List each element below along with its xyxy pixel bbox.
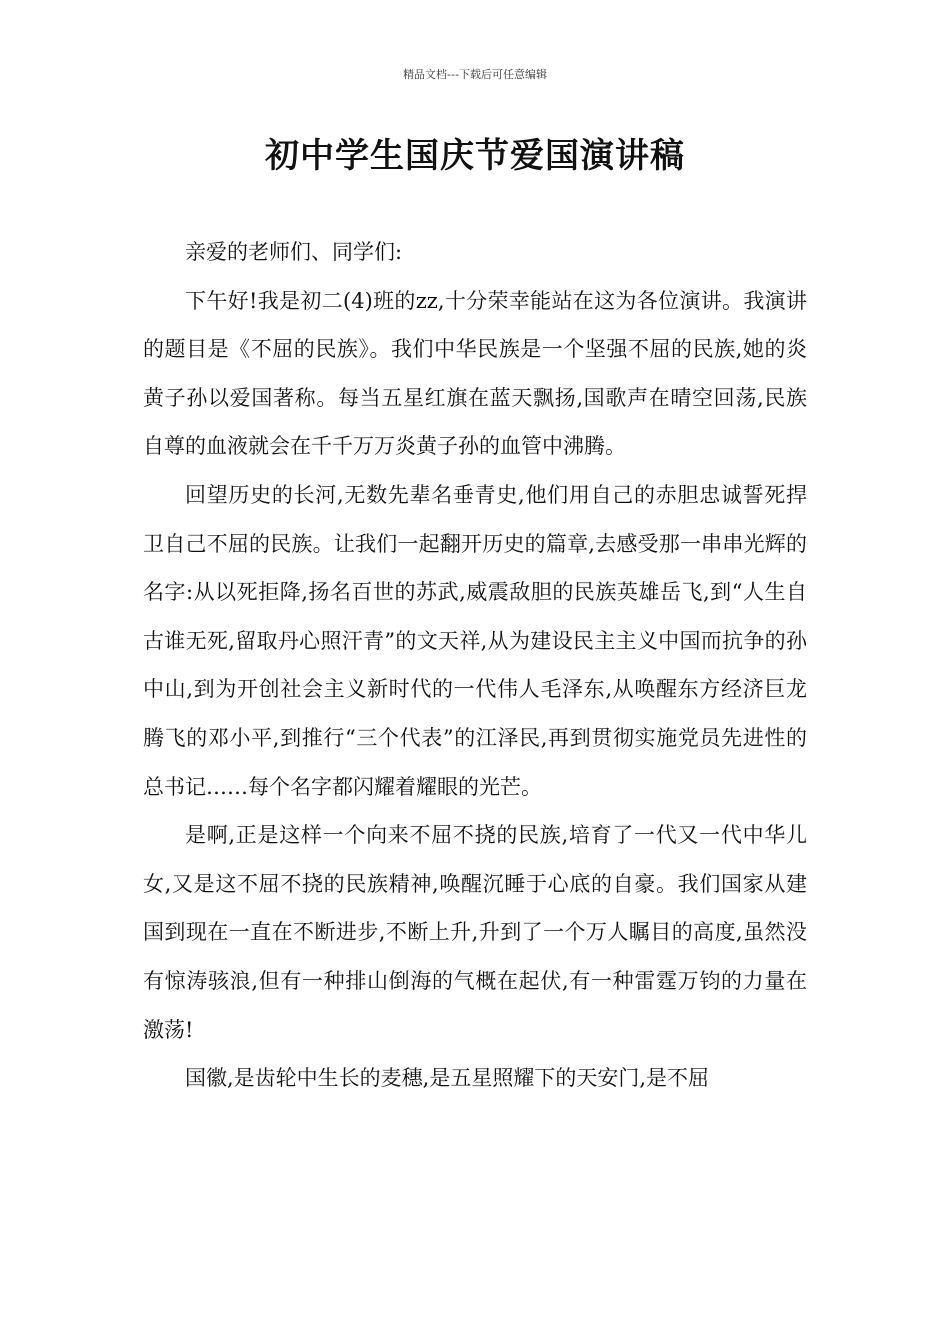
paragraph: 下午好!我是初二(4)班的zz,十分荣幸能站在这为各位演讲。我演讲的题目是《不屈的民族》。我们中华民族是一个坚强不屈的民族,她的炎黄子孙以爱国著称。每当五星红旗在蓝天飘扬,国歌声在晴空回荡,民族自尊的血液就会在千千万万炎黄子孙的血管中沸腾。 xyxy=(143,288,807,459)
paragraph-greeting: 亲爱的老师们、同学们: xyxy=(185,240,403,264)
document-body xyxy=(143,228,807,1103)
header-note: 精品文档---下载后可任意编辑 xyxy=(403,68,547,81)
paragraph: 国徽,是齿轮中生长的麦穗,是五星照耀下的天安门,是不屈 xyxy=(185,1066,710,1091)
document-title: 初中学生国庆节爱国演讲稿 xyxy=(265,136,685,176)
paragraph: 回望历史的长河,无数先辈名垂青史,他们用自己的赤胆忠诚誓死捍卫自己不屈的民族。让我们一起翻开历史的篇章,去感受那一串串光辉的名字:从以死拒降,扬名百世的苏武,威震敌胆的民族英雄岳飞,到“人生自古谁无死,留取丹心照汗青”的文天祥,从为建设民主主义中国而抗争的孙中山,到为开创社会主义新时代的一代伟人毛泽东,从唤醒东方经济巨龙腾飞的邓小平,到推行“三个代表”的江泽民,再到贯彻实施党员先进性的总书记……每个名字都闪耀着耀眼的光芒。 xyxy=(143,482,807,799)
paragraph: 是啊,正是这样一个向来不屈不挠的民族,培育了一代又一代中华儿女,又是这不屈不挠的民族精神,唤醒沉睡于心底的自豪。我们国家从建国到现在一直在不断进步,不断上升,升到了一个万人瞩目的高度,虽然没有惊涛骇浪,但有一种排山倒海的气概在起伏,有一种雷霆万钧的力量在激荡! xyxy=(143,823,807,1042)
